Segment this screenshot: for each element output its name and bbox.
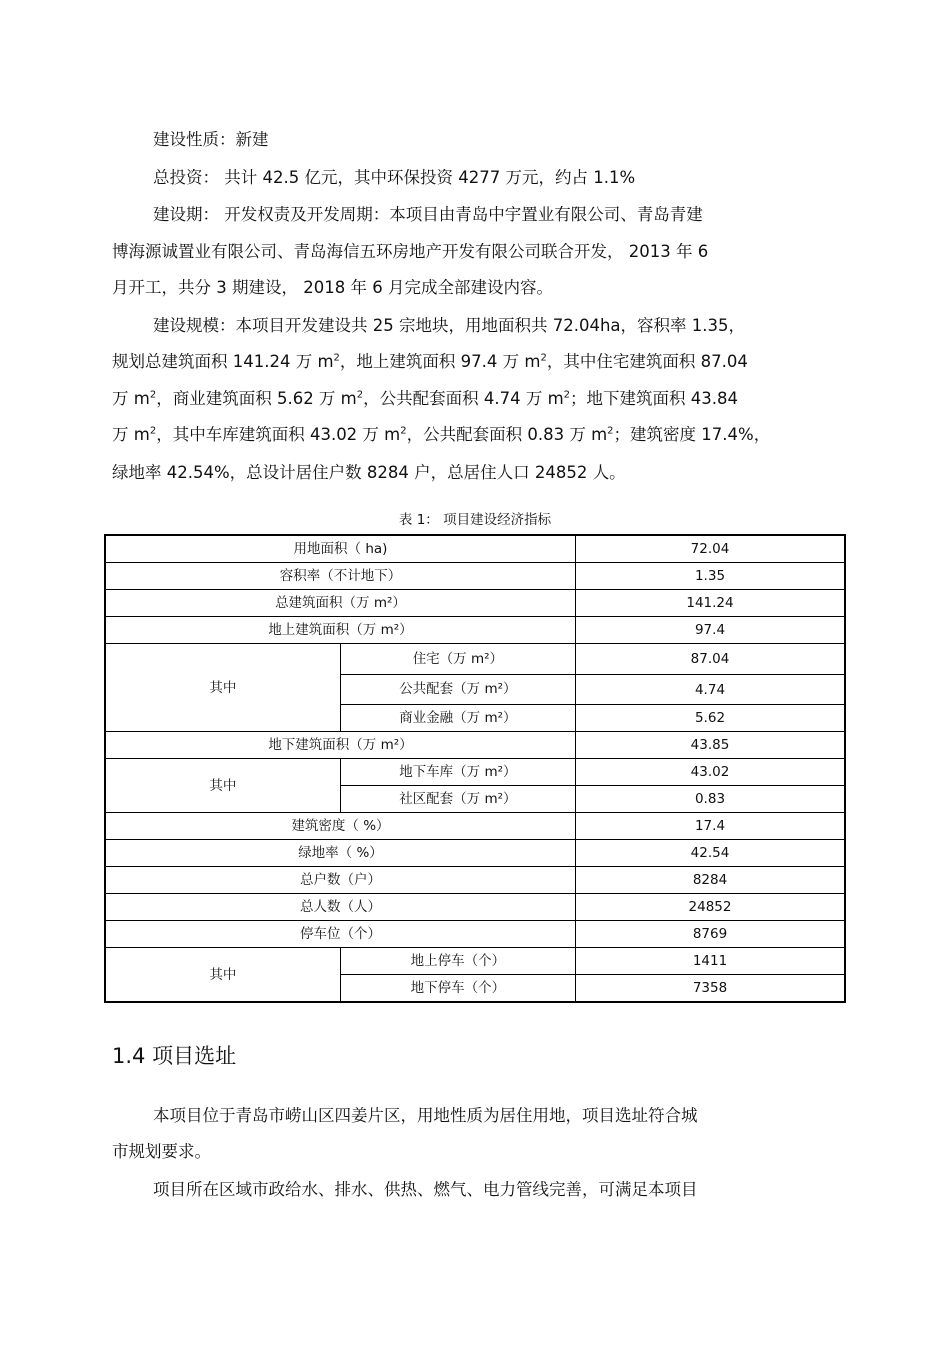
superscript: 2	[149, 389, 157, 401]
row-value: 43.02	[576, 759, 846, 786]
text-segment: ，公共配套面积 0.83 万 m	[406, 425, 608, 444]
table-row	[105, 813, 845, 840]
table-row	[105, 894, 845, 921]
table-row	[105, 535, 845, 563]
text-segment: 万 m	[112, 389, 150, 408]
superscript: 2	[400, 425, 407, 437]
row-value: 8769	[576, 921, 846, 948]
row-value: 87.04	[576, 644, 846, 675]
table-caption: 表 1： 项目建设经济指标	[398, 512, 552, 528]
group-label: 其中	[105, 759, 340, 813]
paragraph-scale-line4	[112, 421, 842, 445]
text-segment: ，商业建筑面积 5.62 万 m	[156, 389, 357, 408]
text-segment: ，公共配套面积 4.74 万 m	[363, 389, 564, 408]
row-value: 72.04	[576, 535, 846, 563]
row-value: 42.54	[576, 840, 846, 867]
superscript: 2	[149, 425, 157, 437]
row-label: 地上停车（个）	[340, 948, 575, 975]
table-row	[105, 563, 845, 590]
row-value: 5.62	[576, 705, 846, 732]
paragraph-scale-line2	[112, 348, 842, 372]
table-row	[105, 948, 845, 975]
row-label: 总人数（人）	[105, 894, 576, 921]
row-label: 建筑密度（ %）	[105, 813, 576, 840]
superscript: 2	[356, 389, 364, 401]
row-value: 43.85	[576, 732, 846, 759]
table-row	[105, 867, 845, 894]
row-value: 1.35	[576, 563, 846, 590]
row-label: 地上建筑面积（万 m²）	[105, 617, 576, 644]
paragraph-period-line1: 建设期： 开发权责及开发周期：本项目由青岛中宇置业有限公司、青岛青建	[153, 205, 703, 224]
row-value: 7358	[576, 975, 846, 1003]
text-segment: ；地下建筑面积 43.84	[570, 389, 739, 408]
row-label: 绿地率（ %）	[105, 840, 576, 867]
economic-indicators-table	[104, 534, 846, 1003]
row-value: 141.24	[576, 590, 846, 617]
paragraph-period-line3: 月开工，共分 3 期建设， 2018 年 6 月完成全部建设内容。	[112, 278, 553, 297]
paragraph-period-line2: 博海源诚置业有限公司、青岛海信五环房地产开发有限公司联合开发， 2013 年 6	[112, 242, 709, 261]
section-heading: 1.4 项目选址	[112, 1044, 237, 1068]
row-value: 1411	[576, 948, 846, 975]
row-value: 4.74	[576, 675, 846, 705]
paragraph-location-line1: 本项目位于青岛市崂山区四姜片区，用地性质为居住用地，项目选址符合城	[153, 1106, 698, 1125]
text-segment: ，地上建筑面积 97.4 万 m	[339, 352, 541, 371]
paragraph-scale-line5: 绿地率 42.54%，总设计居住户数 8284 户，总居住人口 24852 人。	[112, 463, 626, 482]
row-value: 8284	[576, 867, 846, 894]
row-value: 97.4	[576, 617, 846, 644]
row-label: 停车位（个）	[105, 921, 576, 948]
row-label: 用地面积（ ha)	[105, 535, 576, 563]
row-label: 商业金融（万 m²）	[340, 705, 575, 732]
table-row	[105, 732, 845, 759]
row-label: 地下车库（万 m²）	[340, 759, 575, 786]
row-label: 住宅（万 m²）	[340, 644, 575, 675]
table-row	[105, 921, 845, 948]
paragraph-scale-line1: 建设规模：本项目开发建设共 25 宗地块，用地面积共 72.04ha，容积率 1.35，	[153, 316, 746, 335]
paragraph-scale-line3	[112, 385, 842, 409]
group-label: 其中	[105, 644, 340, 732]
text-segment: ，其中车库建筑面积 43.02 万 m	[156, 425, 401, 444]
table-row	[105, 590, 845, 617]
paragraph-location-line2: 市规划要求。	[112, 1142, 211, 1161]
row-value: 17.4	[576, 813, 846, 840]
text-segment: ，其中住宅建筑面积 87.04	[546, 352, 748, 371]
table-row	[105, 840, 845, 867]
row-label: 地下停车（个）	[340, 975, 575, 1003]
text-segment: 规划总建筑面积 141.24 万 m	[112, 352, 334, 371]
row-label: 社区配套（万 m²）	[340, 786, 575, 813]
paragraph-investment: 总投资： 共计 42.5 亿元，其中环保投资 4277 万元，约占 1.1%	[153, 168, 636, 187]
row-label: 总建筑面积（万 m²）	[105, 590, 576, 617]
table-row	[105, 759, 845, 786]
table-row	[105, 644, 845, 675]
row-label: 容积率（不计地下）	[105, 563, 576, 590]
superscript: 2	[333, 352, 340, 364]
superscript: 2	[540, 352, 547, 364]
text-segment: 万 m	[112, 425, 150, 444]
group-label: 其中	[105, 948, 340, 1003]
superscript: 2	[607, 425, 614, 437]
row-label: 总户数（户）	[105, 867, 576, 894]
paragraph-infrastructure-line1: 项目所在区域市政给水、排水、供热、燃气、电力管线完善，可满足本项目	[153, 1180, 698, 1199]
table-row	[105, 617, 845, 644]
paragraph-nature: 建设性质：新建	[153, 130, 269, 149]
row-value: 0.83	[576, 786, 846, 813]
superscript: 2	[563, 389, 571, 401]
row-label: 地下建筑面积（万 m²）	[105, 732, 576, 759]
text-segment: ；建筑密度 17.4%，	[613, 425, 771, 444]
row-label: 公共配套（万 m²）	[340, 675, 575, 705]
row-value: 24852	[576, 894, 846, 921]
